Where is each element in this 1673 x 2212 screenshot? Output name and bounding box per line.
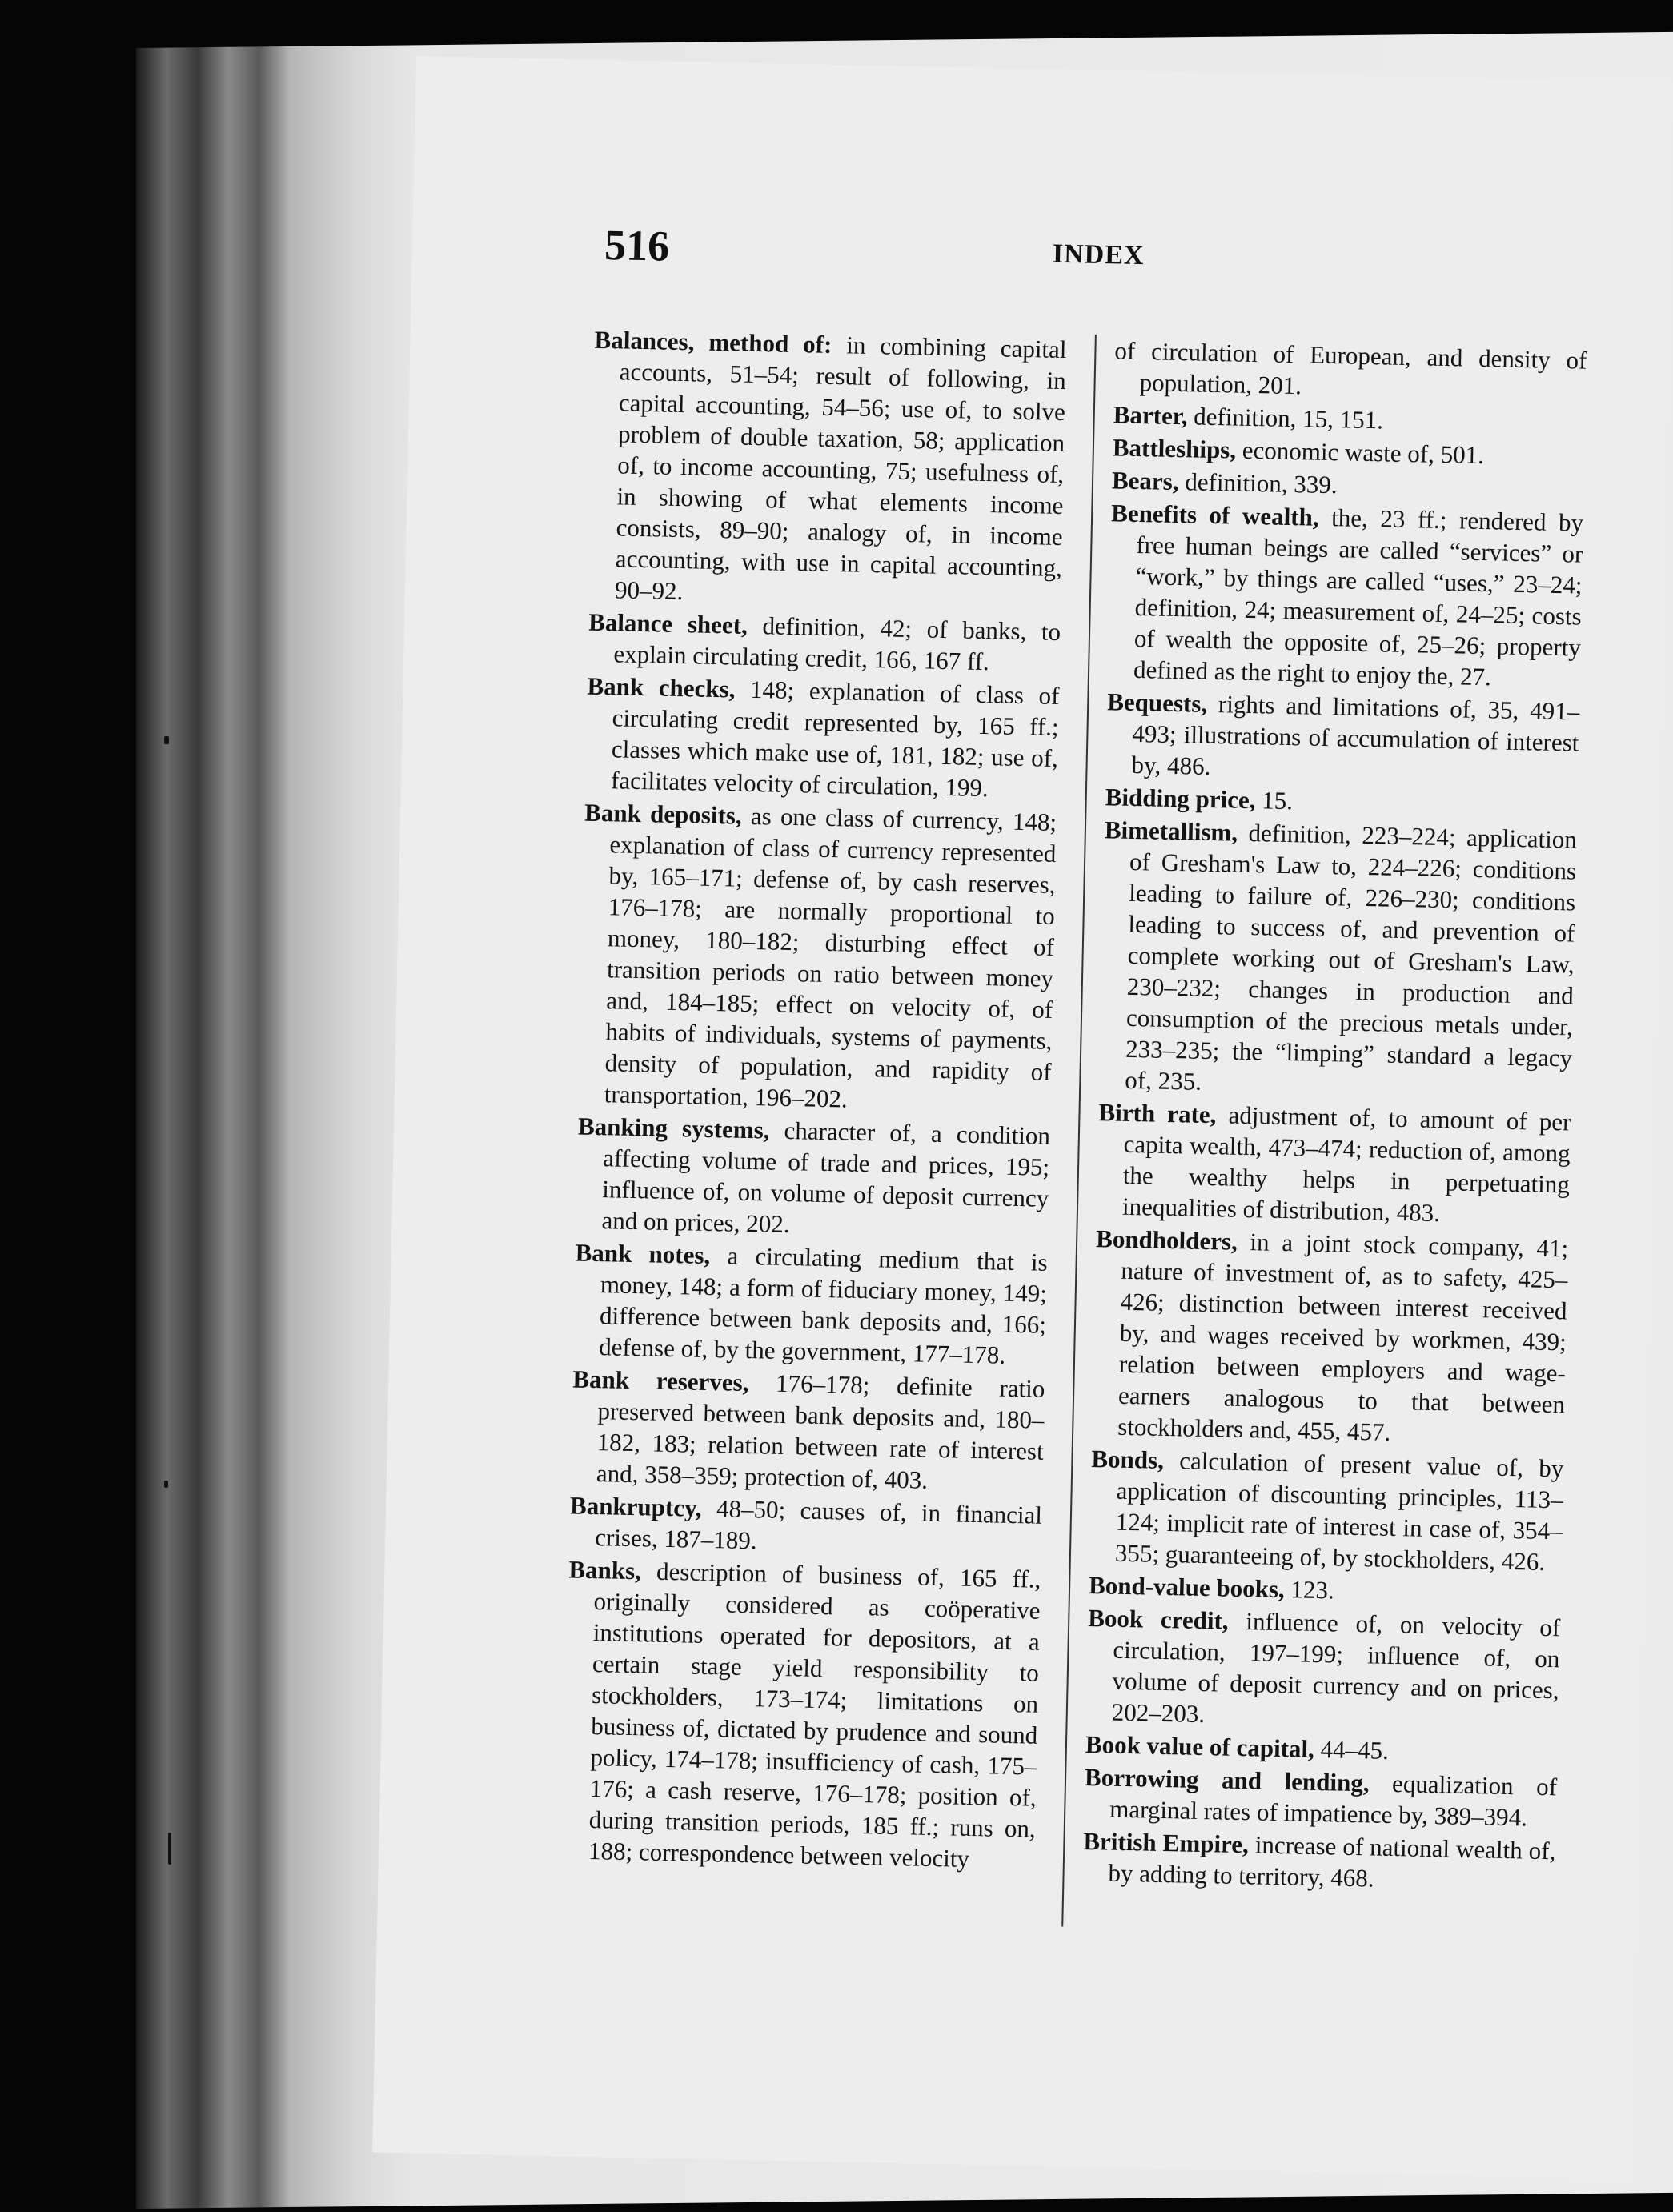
index-entry-text: description of business of, 165 ff., originally considered as coöperative institutions operated for depositors, at a certain stage yield responsibility to stockholders, 173–174; limitations on business of, dictated by prudence and sound policy, 174–178; insufficiency of cash, 175–176; a cash reserve, 176–178; position of, during transition periods, 185 ff.; runs on, 188; correspondence between velocity — [588, 1557, 1041, 1873]
index-entry-text: calculation of present value of, by application of discounting principles, 113–124; implicit rate of interest in case of, 354–355; guaranteeing of, by stockholders, 426. — [1114, 1446, 1564, 1576]
index-entry — [569, 1489, 1043, 1561]
index-entry-heading: Bond-value books, — [1088, 1571, 1286, 1604]
index-entry — [1084, 1761, 1558, 1833]
index-entry-text: in combining capital accounts, 51–54; result of following, in capital accounting, 54–56; use of, to solve problem of double taxation, 58; application of, to income accounting, 75; usefulness of, in showing of what elements income consists, 89–90; analogy of, in income accounting, with use in capital accounting, 90–92. — [614, 331, 1067, 606]
index-entry-heading: Borrowing and lending, — [1084, 1762, 1370, 1797]
index-entry-text: a circulating medium that is money, 148; a form of fiduciary money, 149; difference between bank deposits and, 166; defense of, by the government, 177–178. — [598, 1241, 1048, 1369]
index-entry-heading: Battleships, — [1112, 433, 1237, 464]
index-entry-text: definition, 42; of banks, to explain circulating credit, 166, 167 ff. — [613, 611, 1061, 676]
index-entry — [588, 607, 1061, 679]
binding-mark — [164, 736, 169, 744]
index-entry-heading: Bankruptcy, — [569, 1491, 702, 1522]
index-entry-heading: Birth rate, — [1098, 1098, 1217, 1129]
running-head: INDEX — [1052, 238, 1145, 271]
index-entry — [1085, 1602, 1560, 1737]
page-header — [604, 220, 1621, 306]
index-entry-text: increase of national wealth of, by adding to territory, 468. — [1108, 1830, 1556, 1893]
index-entry-text: 176–178; definite ratio preserved between bank deposits and, 180–182, 183; relation between rate of interest and, 358–359; protection of, 403. — [596, 1368, 1045, 1494]
index-entry-text: equalization of marginal rates of impatience by, 389–394. — [1109, 1769, 1558, 1832]
index-entry-heading: Bonds, — [1091, 1445, 1165, 1474]
index-entry — [571, 1363, 1045, 1497]
index-entry — [1082, 1825, 1556, 1897]
index-entry-heading: Banks, — [568, 1555, 642, 1585]
index-entry-text: 48–50; causes of, in financial crises, 187–189. — [594, 1494, 1043, 1555]
index-entry-heading: Barter, — [1113, 400, 1188, 431]
index-entry — [585, 671, 1060, 805]
index-entry — [1099, 814, 1577, 1104]
index-entry-text: 15. — [1261, 786, 1294, 815]
binding-mark — [164, 1481, 168, 1488]
index-entry-heading: Benefits of wealth, — [1110, 499, 1319, 531]
index-entry — [1097, 1096, 1571, 1231]
index-entry — [573, 1236, 1048, 1371]
index-entry — [1113, 335, 1587, 407]
index-entry-text: of circulation of European, and density of population, 201. — [1114, 336, 1587, 400]
index-entry — [1108, 497, 1584, 694]
index-entry-text: economic waste of, 501. — [1242, 435, 1485, 470]
index-page — [372, 56, 1673, 2178]
index-entry-heading: Banking systems, — [577, 1112, 770, 1144]
index-entry-heading: Bimetallism, — [1104, 815, 1238, 847]
index-entry-heading: Bank reserves, — [572, 1364, 749, 1397]
index-entry-heading: Bidding price, — [1105, 783, 1256, 815]
index-entry — [578, 797, 1057, 1119]
index-entry-heading: Bondholders, — [1095, 1224, 1238, 1256]
index-entry-text: 123. — [1290, 1575, 1335, 1605]
index-entry-heading: Bank deposits, — [584, 798, 743, 830]
index-entry-text: the, 23 ff.; rendered by free human beings are called “services” or “work,” by things are called “uses,” 23–24; definition, 24; measurement of, 24–25; costs of wealth the opposite of, 25–26; property defined as the right to enjoy the, 27. — [1133, 503, 1584, 691]
index-entry-text: definition, 339. — [1184, 467, 1338, 499]
index-entry-text: 148; explanation of class of circulating credit represented by, 165 ff.; classes which make use of, 181, 182; use of, facilitates velocity of circulation, 199. — [610, 675, 1060, 803]
index-entry — [589, 324, 1067, 615]
index-entry — [563, 1553, 1041, 1875]
index-entry-text: in a joint stock company, 41; nature of investment of, as to safety, 425–426; distinction between interest received by, and wages received by workmen, 439; relation between employers and wage-earners analogous to that between stockholders and, 455, 457. — [1117, 1228, 1569, 1446]
index-entry-text: adjustment of, to amount of per capita wealth, 473–474; reduction of, among the wealthy helps in perpetuating inequalities of distribution, 483. — [1121, 1100, 1571, 1228]
index-entry-heading: Bequests, — [1106, 687, 1208, 718]
index-entry — [1089, 1443, 1564, 1577]
index-entry-heading: Bears, — [1111, 466, 1179, 496]
index-entry-heading: Balances, method of: — [594, 325, 832, 359]
index-entry-text: rights and limitations of, 35, 491–493; illustrations of accumulation of interest by, 486. — [1131, 690, 1580, 780]
index-entry-text: definition, 223–224; application of Gresham's Law to, 224–226; conditions leading to failure of, 226–230; conditions leading to success of, and prevention of complete working out of Gresham's Law, 230–232; changes in production and consumption of the precious metals under, 233–235; the “limping” standard a legacy of, 235. — [1125, 818, 1578, 1096]
index-entry — [1092, 1223, 1569, 1451]
index-entry-text: 44–45. — [1320, 1735, 1390, 1765]
index-entry-heading: Bank checks, — [587, 671, 736, 703]
binding-mark — [168, 1833, 171, 1865]
index-entry-heading: British Empire, — [1083, 1826, 1250, 1859]
index-column-right — [1082, 335, 1587, 1899]
index-entry-text: influence of, on velocity of circulation, 197–199; influence of, on volume of deposit currency and on prices, 202–203. — [1111, 1607, 1561, 1729]
index-entry — [1105, 686, 1579, 789]
page-number: 516 — [604, 220, 670, 270]
index-entry — [576, 1111, 1050, 1245]
index-entry-text: definition, 15, 151. — [1193, 402, 1384, 435]
index-entry-text: as one class of currency, 148; explanation of class of currency represented by, 165–171; defense of, by cash reserves, 176–178; are normally proportional to money, 180–182; disturbing effect of transition periods on ratio between money and, 184–185; effect on velocity of, of habits of individuals, systems of payments, density of population, and rapidity of transportation, 196–202. — [604, 801, 1057, 1113]
index-entry-heading: Book credit, — [1087, 1604, 1230, 1635]
index-column-left — [563, 324, 1067, 1877]
index-entry-heading: Book value of capital, — [1085, 1729, 1315, 1763]
index-entry-text: character of, a condition affecting volume of trade and prices, 195; influence of, on volume of deposit currency and on prices, 202. — [601, 1116, 1051, 1239]
index-entry-heading: Bank notes, — [575, 1238, 711, 1270]
index-entry-heading: Balance sheet, — [588, 607, 748, 639]
